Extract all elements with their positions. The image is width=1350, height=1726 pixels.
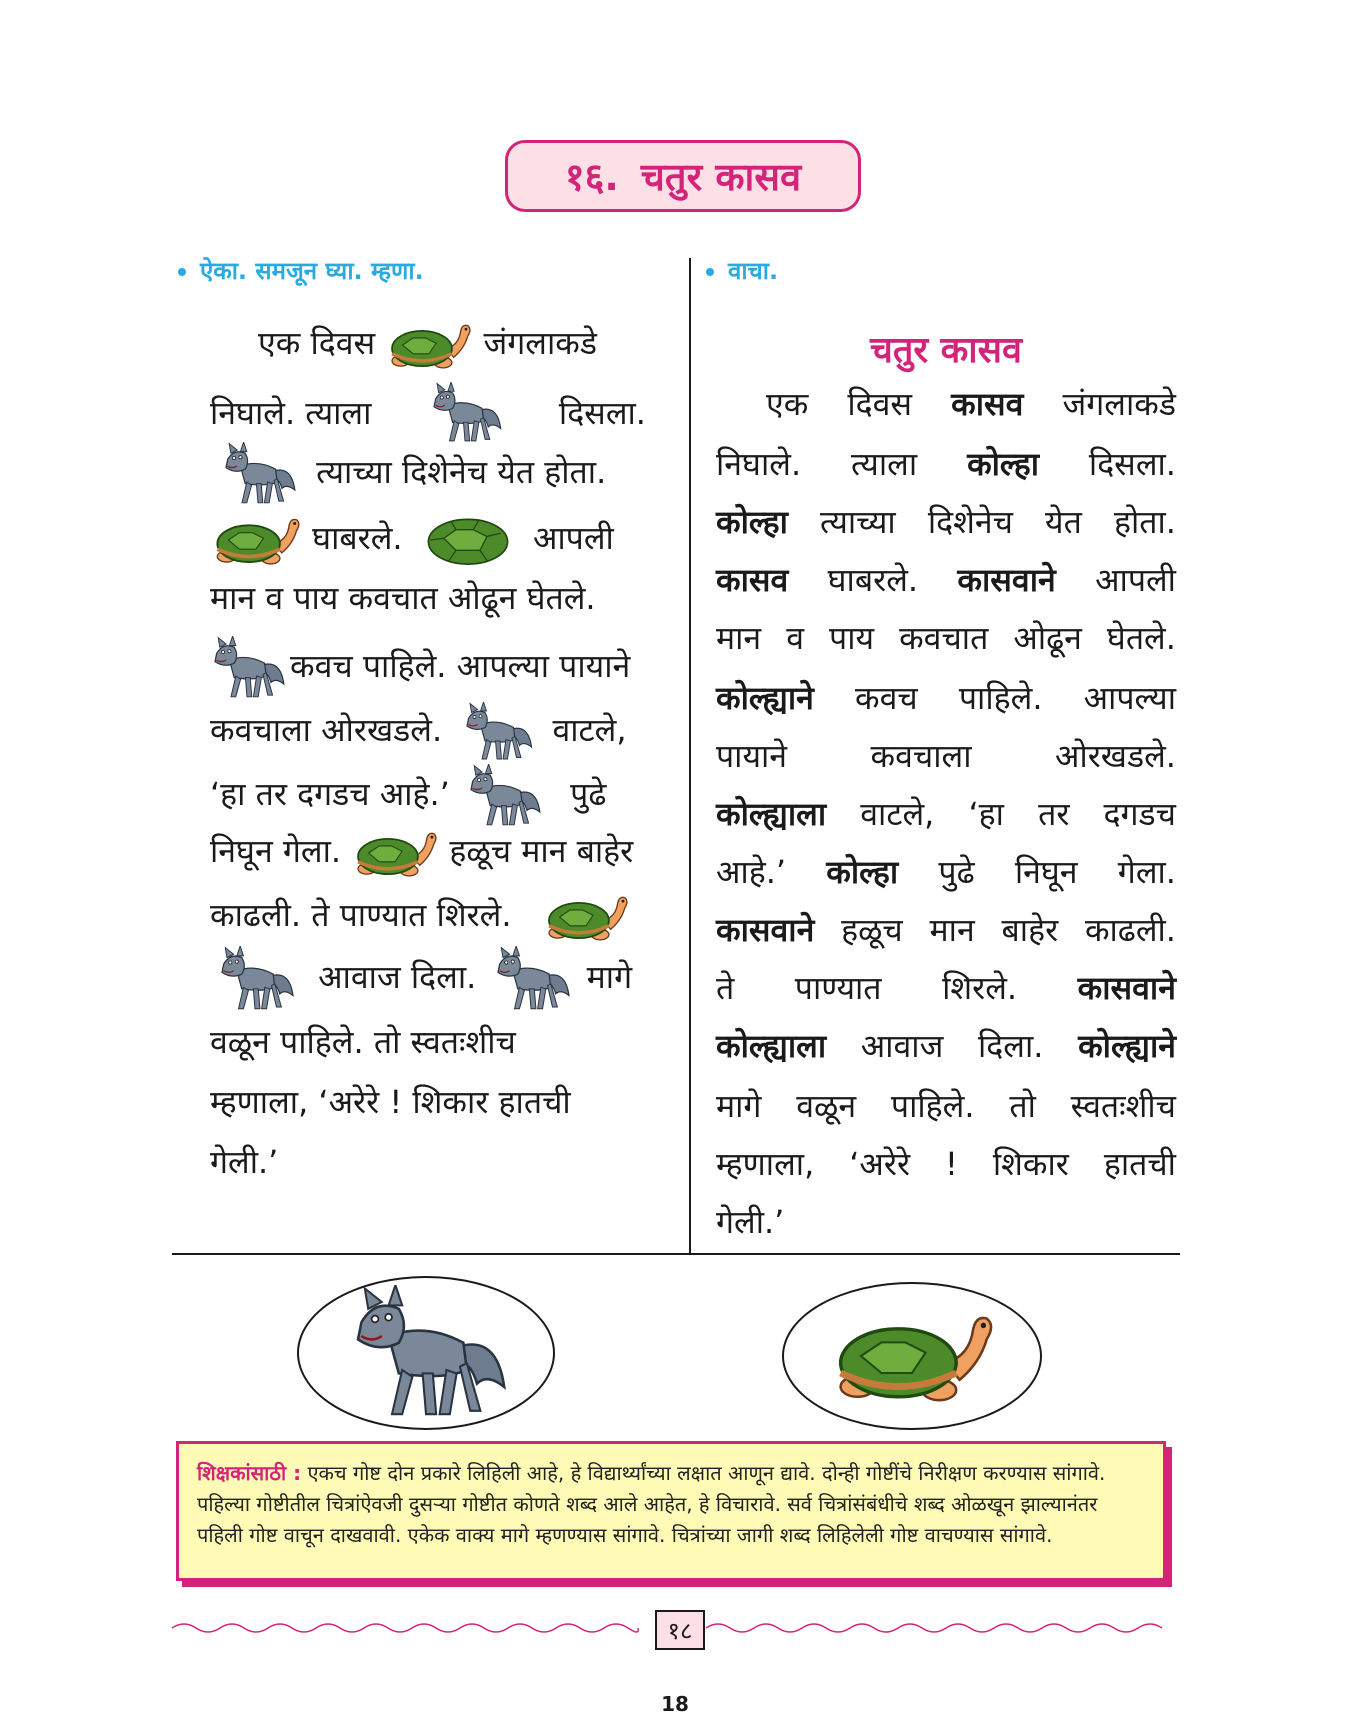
turtle-icon bbox=[351, 826, 439, 880]
right-instruction: वाचा. bbox=[706, 254, 778, 287]
fox-illustration bbox=[297, 1276, 555, 1430]
page-number: 18 bbox=[661, 1692, 689, 1716]
page-number-marathi: १८ bbox=[655, 1610, 705, 1650]
turtle-icon bbox=[385, 318, 473, 372]
lesson-title: चतुर कासव bbox=[640, 155, 802, 199]
column-divider bbox=[689, 258, 691, 1254]
rebus-line: गेली.’ bbox=[210, 1143, 279, 1181]
fox-icon bbox=[210, 946, 300, 1012]
bullet-icon bbox=[178, 268, 186, 276]
teacher-note-label: शिक्षकांसाठी : bbox=[197, 1461, 302, 1485]
story-line: गेली.’ bbox=[716, 1203, 785, 1241]
fox-icon bbox=[417, 382, 513, 444]
fox-icon bbox=[460, 764, 546, 828]
section-divider bbox=[172, 1253, 1180, 1255]
lesson-title-box bbox=[505, 140, 861, 212]
turtle-icon bbox=[542, 890, 630, 944]
fox-icon bbox=[204, 636, 290, 700]
rebus-line: वळून पाहिले. तो स्वतःशीच bbox=[210, 1023, 516, 1061]
bullet-icon bbox=[706, 268, 714, 276]
fox-icon bbox=[452, 702, 542, 762]
lesson-number: १६. bbox=[564, 155, 619, 199]
teacher-note bbox=[176, 1441, 1166, 1581]
fox-icon bbox=[486, 946, 576, 1012]
left-instruction: ऐका. समजून घ्या. म्हणा. bbox=[178, 254, 424, 287]
turtle-icon bbox=[210, 512, 302, 568]
turtle-illustration bbox=[782, 1282, 1042, 1430]
rebus-line: मान व पाय कवचात ओढून घेतले. bbox=[210, 579, 596, 617]
fox-icon bbox=[326, 1285, 526, 1421]
rebus-line: म्हणाला, ‘अरेरे ! शिकार हातची bbox=[210, 1083, 571, 1121]
fox-icon bbox=[210, 442, 306, 506]
teacher-note-text: एकच गोष्ट दोन प्रकारे लिहिली आहे, हे विद्यार्थ्यांच्या लक्षात आणून द्यावे. दोन्ही गोष्टींचे निरीक्षण करण्यास सांगावे. पहिल्या गोष्टीतील चित्रांऐवजी दुसऱ्या गोष्टीत कोणते शब्द आले आहेत, हे विचारावे. सर्व चित्रांसंबंधीचे शब्द ओळखून झाल्यानंतर पहिली गोष्ट वाचून दाखवावी. एकेक वाक्य मागे म्हणण्यास सांगावे. चित्रांच्या जागी शब्द लिहिलेली गोष्ट वाचण्यास सांगावे. bbox=[197, 1461, 1106, 1547]
turtle-shell-icon bbox=[425, 512, 511, 568]
story-title: चतुर कासव bbox=[870, 330, 1022, 371]
turtle-icon bbox=[827, 1304, 997, 1408]
